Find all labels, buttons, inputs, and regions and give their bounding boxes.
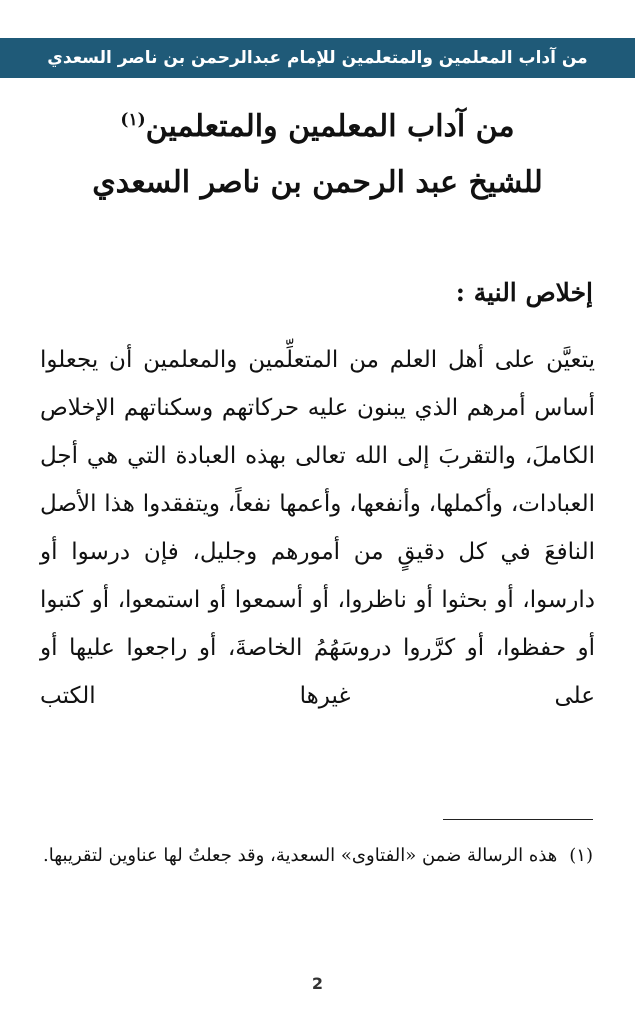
body-paragraph: يتعيَّن على أهل العلم من المتعلِّمين والمعلمين أن يجعلوا أساس أمرهم الذي يبنون عليه حركاتهم وسكناتهم الإخلاص الكاملَ، والتقربَ إلى الله تعالى بهذه العبادة التي هي أجل العبادات، وأكملها، وأنفعها، وأعمها نفعاً، ويتفقدوا هذا الأصل النافعَ في كل دقيقٍ من أمورهم وجليل، فإن درسوا أو دارسوا، أو بحثوا أو ناظروا، أو أسمعوا أو استمعوا، أو كتبوا أو حفظوا، أو كرَّروا دروسَهُمُ الخاصةَ، أو راجعوا عليها أو على غيرها الكتب — [40, 347, 595, 709]
footnote-divider — [443, 819, 593, 820]
title-line-1: من آداب المعلمين والمتعلمين — [145, 109, 515, 144]
title-block — [40, 92, 595, 211]
page-number: 2 — [311, 974, 324, 993]
title-footnote-marker: (١) — [120, 110, 146, 130]
footnote — [40, 836, 593, 876]
footnote-number: (١) — [569, 845, 593, 866]
header-banner — [0, 38, 635, 78]
document-author: للشيخ عبد الرحمن بن ناصر السعدي — [92, 165, 543, 200]
banner-title: من آداب المعلمين والمتعلمين للإمام عبدالرحمن بن ناصر السعدي — [47, 48, 588, 68]
body-text — [40, 336, 595, 720]
footnote-text: هذه الرسالة ضمن «الفتاوى» السعدية، وقد جعلتُ لها عناوين لتقريبها. — [43, 845, 558, 866]
section-heading: إخلاص النية : — [455, 278, 593, 307]
document-title — [40, 92, 595, 155]
